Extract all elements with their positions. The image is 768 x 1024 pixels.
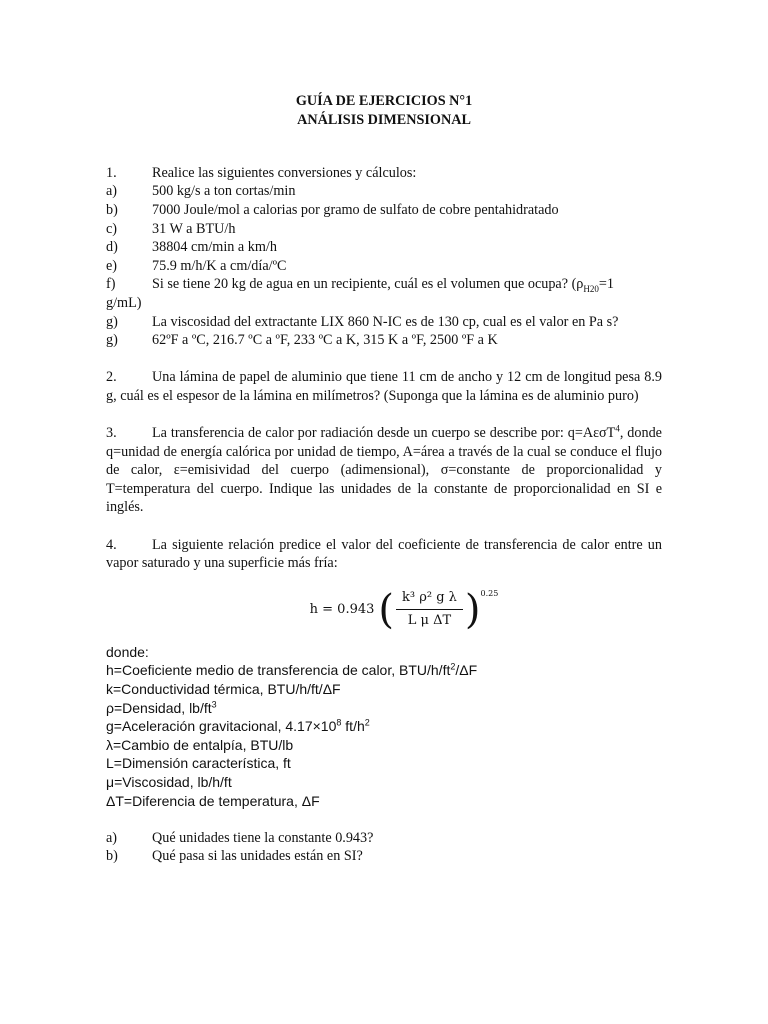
item-text-part: Si se tiene 20 kg de agua en un recipiente, cuál es el volumen que ocupa? (ρ [152, 276, 584, 293]
list-item [106, 238, 662, 257]
exercise-text: Realice las siguientes conversiones y cálculos: [152, 164, 417, 181]
exponent: 2 [450, 661, 456, 672]
list-item [106, 313, 662, 332]
left-paren: ( [378, 586, 395, 633]
item-text: 38804 cm/min a km/h [152, 239, 277, 256]
definition-item [106, 754, 662, 773]
item-text [152, 275, 662, 294]
definitions-intro: donde: [106, 643, 149, 660]
exercise-1-heading [106, 164, 662, 183]
definition-text: μ=Viscosidad, lb/h/ft [106, 774, 232, 790]
item-label: d) [106, 239, 118, 256]
exponent: 2 [364, 717, 370, 728]
item-label: g) [106, 313, 118, 330]
definition-text: L=Dimensión característica, ft [106, 755, 291, 772]
exercise-number: 4. [106, 536, 117, 553]
list-item [106, 257, 662, 276]
exercise-text: , donde q=unidad de energía calórica por unidad de tiempo, A=área a través de la cual se conduce el flujo de calor, ε=emisividad del cuerpo (adimensional), σ=constante de proporcionalidad y T=temperatura del cuerpo. Indique las unidades de la constante de proporcionalidad en SI e inglés. [106, 425, 662, 516]
definition-item [106, 680, 662, 699]
definition-text: λ=Cambio de entalpía, BTU/lb [106, 736, 294, 753]
exercise-2 [106, 368, 662, 405]
item-text: 62ºF a ºC, 216.7 ºC a ºF, 233 ºC a K, 315 K a ºF, 2500 ºF a K [152, 332, 498, 349]
exponent: 3 [211, 698, 217, 709]
list-item [106, 847, 662, 866]
document-page [106, 92, 662, 866]
exponent: 4 [615, 423, 620, 434]
list-item [106, 829, 662, 848]
item-label: b) [106, 201, 118, 218]
exponent: 8 [336, 717, 342, 728]
definition-text: ΔT=Diferencia de temperatura, ΔF [106, 792, 320, 809]
definition-item [106, 773, 662, 792]
item-text: 7000 Joule/mol a calorias por gramo de sulfato de cobre pentahidratado [152, 201, 559, 218]
item-text: La viscosidad del extractante LIX 860 N-IC es de 130 cp, cual es el valor en Pa s? [152, 313, 619, 330]
item-label: b) [106, 848, 118, 865]
item-text: 75.9 m/h/K a cm/día/ºC [152, 257, 287, 274]
item-label: g) [106, 332, 118, 349]
exercise-number: 2. [106, 369, 117, 386]
item-text-wrap: g/mL) [106, 294, 142, 311]
definitions-list [106, 643, 662, 810]
list-item [106, 331, 662, 350]
item-text: Qué unidades tiene la constante 0.943? [152, 829, 374, 846]
item-label: f) [106, 276, 116, 293]
item-text: Qué pasa si las unidades están en SI? [152, 848, 363, 865]
exercise-text: La transferencia de calor por radiación desde un cuerpo se describe por: q=AεσT [152, 425, 616, 442]
definition-text: h=Coeficiente medio de transferencia de calor, BTU/h/ft [106, 662, 451, 679]
definition-item [106, 717, 662, 736]
exercise-3 [106, 424, 662, 517]
exercise-4 [106, 536, 662, 573]
formula-exponent: 0.25 [480, 588, 499, 598]
definition-item [106, 736, 662, 755]
item-label: a) [106, 183, 118, 200]
right-paren: ) [464, 586, 481, 633]
definition-item [106, 699, 662, 718]
item-text: 31 W a BTU/h [152, 220, 236, 237]
density-subscript: H20 [583, 284, 599, 295]
item-label: a) [106, 829, 118, 846]
definition-text: g=Aceleración gravitacional, 4.17×10 [106, 718, 337, 735]
formula-fraction [396, 589, 463, 631]
definition-item [106, 792, 662, 811]
exercise-text: Una lámina de papel de aluminio que tiene 11 cm de ancho y 12 cm de longitud pesa 8.9 g, cuál es el espesor de la lámina en milímetros? (Suponga que la lámina es de aluminio puro) [106, 369, 662, 404]
item-label: e) [106, 257, 118, 274]
exercise-number: 1. [106, 164, 117, 181]
list-item [106, 220, 662, 239]
formula-lhs: h = 0.943 [309, 601, 375, 617]
item-text-part: =1 [598, 276, 614, 293]
exercise-text: La siguiente relación predice el valor del coeficiente de transferencia de calor entre un vapor saturado y una superficie más fría: [106, 536, 662, 572]
definition-text: k=Conductividad térmica, BTU/h/ft/ΔF [106, 681, 341, 698]
list-item [106, 275, 662, 294]
document-title: GUÍA DE EJERCICIOS N°1 [295, 93, 473, 109]
formula-denominator: L μ ΔT [407, 613, 452, 629]
item-label: c) [106, 220, 118, 237]
definition-item [106, 661, 662, 680]
list-item [106, 182, 662, 201]
heat-transfer-formula [146, 583, 662, 637]
list-item [106, 201, 662, 220]
definition-text: /ΔF [455, 662, 478, 679]
formula-numerator: k³ ρ² g λ [396, 589, 463, 611]
definition-text: ft/h [341, 718, 365, 735]
item-text: 500 kg/s a ton cortas/min [152, 183, 296, 200]
definition-text: ρ=Densidad, lb/ft [106, 699, 212, 716]
document-subtitle: ANÁLISIS DIMENSIONAL [297, 111, 471, 128]
exercise-number: 3. [106, 425, 117, 442]
